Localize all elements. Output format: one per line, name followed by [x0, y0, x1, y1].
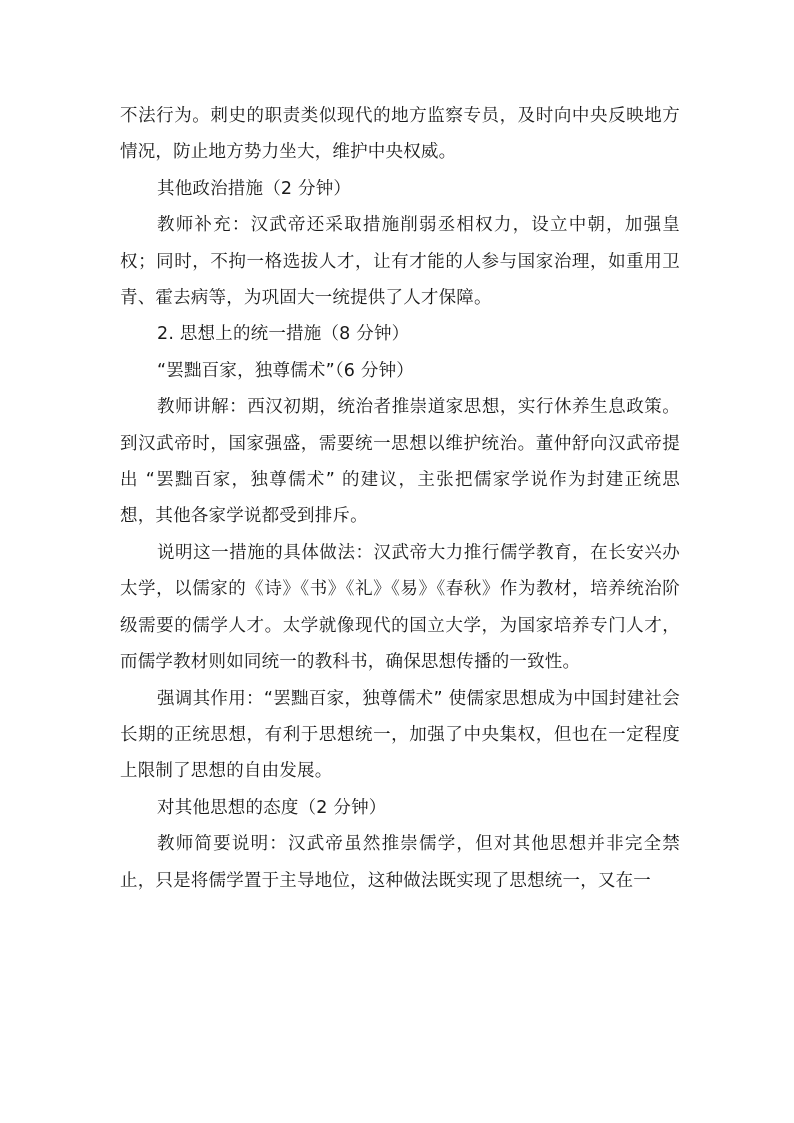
paragraph-specific-measures: 说明这一措施的具体做法：汉武帝大力推行儒学教育，在长安兴办太学，以儒家的《诗》《书》《礼》《易》《春秋》作为教材，培养统治阶级需要的儒学人才。太学就像现代的国立大学，为国家培养专门人才，而儒学教材则如同统一的教科书，确保思想传播的一致性。: [120, 542, 680, 673]
subheading-confucianism-policy: “罢黜百家，独尊儒术”（6 分钟）: [157, 360, 414, 381]
subheading-attitude-other-thoughts: 对其他思想的态度（2 分钟）: [157, 797, 387, 818]
paragraph-emphasize-effect: 强调其作用：“罢黜百家，独尊儒术” 使儒家思想成为中国封建社会长期的正统思想，有利于思想统一，加强了中央集权，但也在一定程度上限制了思想的自由发展。: [120, 688, 680, 782]
paragraph-teacher-explanation: 教师讲解：西汉初期，统治者推崇道家思想，实行休养生息政策。到汉武帝时，国家强盛，需要统一思想以维护统治。董仲舒向汉武帝提出 “罢黜百家，独尊儒术” 的建议，主张把儒家学说作为封建正统思想，其他各家学说都受到排斥。: [120, 397, 680, 527]
paragraph-brief-explanation: 教师简要说明：汉武帝虽然推崇儒学，但对其他思想并非完全禁止，只是将儒学置于主导地位，这种做法既实现了思想统一，又在一: [120, 834, 680, 891]
subheading-ideological-unification: 2. 思想上的统一措施（8 分钟）: [157, 324, 410, 345]
paragraph-teacher-supplement: 教师补充：汉武帝还采取措施削弱丞相权力，设立中朝，加强皇权；同时，不拘一格选拔人才，让有才能的人参与国家治理，如重用卫青、霍去病等，为巩固大一统提供了人才保障。: [120, 215, 680, 309]
document-body: [120, 98, 680, 899]
paragraph-continuation: 不法行为。刺史的职责类似现代的地方监察专员，及时向中央反映地方情况，防止地方势力坐大，维护中央权威。: [120, 106, 680, 163]
subheading-other-political-measures: 其他政治措施（2 分钟）: [157, 178, 352, 199]
